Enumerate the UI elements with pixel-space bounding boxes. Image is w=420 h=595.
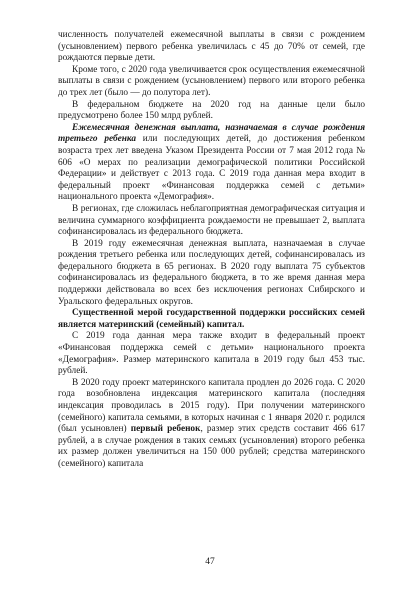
- paragraph: В регионах, где сложилась неблагоприятная демографическая ситуация и величина суммарного коэффициента рождаемости не превышает 2, выплата софинансировалась из федерального бюджета.: [58, 203, 365, 238]
- page-number: 47: [205, 557, 215, 567]
- paragraph: Кроме того, с 2020 года увеличивается срок осуществления ежемесячной выплаты в связи с рождением (усыновлением) первого или второго ребенка до трех лет (было — до полутора лет).: [58, 64, 365, 98]
- paragraph-lead-bold-italic: Ежемесячная денежная выплата, назначаемая в случае рождения третьего ребенка: [58, 122, 365, 145]
- paragraph: численность получателей ежемесячной выплаты в связи с рождением (усыновлением) первого ребенка увеличилась с 45 до 70% от семей, где рождаются первые дети.: [58, 30, 365, 64]
- paragraph-rest: или последующих детей, до достижения ребенком возраста трех лет введена Указом Президента России от 7 мая 2012 года № 606 «О мерах по реализации демографической политики Российской Федерации» и действует с 2013 года. С 2019 года данная мера входит в федеральный проект «Финансовая поддержка семей с детьми» национального проекта «Демография».: [58, 134, 365, 203]
- paragraph-bold-phrase: первый ребенок: [130, 424, 201, 435]
- paragraph: [58, 378, 365, 471]
- paragraph: С 2019 года данная мера также входит в федеральный проект «Финансовая поддержка семей с детьми» национального проекта «Демография». Размер материнского капитала в 2019 году был 453 тыс. рублей.: [58, 331, 365, 377]
- body-text: [58, 30, 365, 471]
- paragraph-part: , размер этих средств составит 466 617 рублей, а в случае рождения в таких семьях (усыновления) второго ребенка их размер должен увеличиться на 150 000 рублей; средства материнского (семейного) капитала: [58, 424, 366, 469]
- paragraph-bold: Существенной мерой государственной поддержки российских семей является материнский (семейный) капитал.: [58, 308, 365, 330]
- paragraph-part: В 2020 году проект материнского капитала продлен до 2026 года. С 2020 года возобновлена индексация материнского капитала (последняя индексация проводилась в 2015 году). При получении материнского (семейного) капитала семьями, в которых начиная с 1 января 2020 г. родился (был усыновлен): [58, 377, 365, 435]
- paragraph: В федеральном бюджете на 2020 год на данные цели было предусмотрено более 150 млрд рублей.: [58, 99, 365, 122]
- paragraph: В 2019 году ежемесячная денежная выплата, назначаемая в случае рождения третьего ребенка или последующих детей, софинансировалась из федерального бюджета в 65 регионах. В 2020 году выплата 75 субъектов софинансировалась из федерального бюджета, в то же время данная мера поддержки действовала во всех без исключения регионах Сибирского и Уральского федеральных округов.: [58, 238, 365, 307]
- paragraph: [58, 123, 365, 204]
